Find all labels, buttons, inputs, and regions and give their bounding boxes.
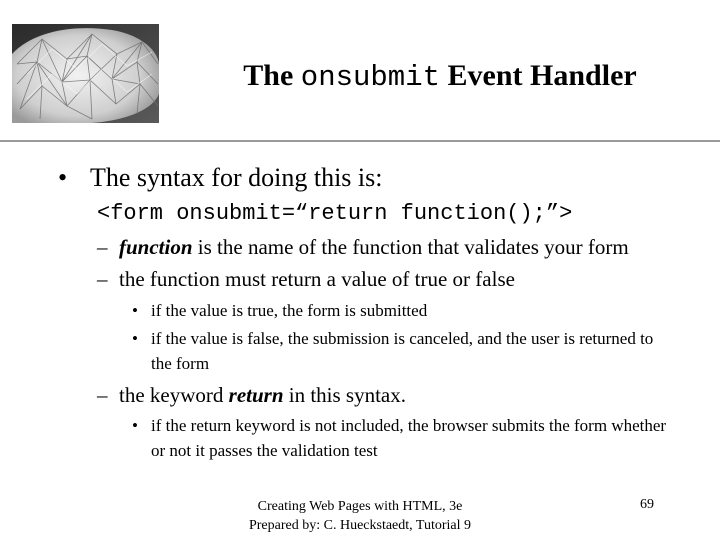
detail-text: if the value is true, the form is submitted: [151, 301, 428, 320]
detail-text: if the return keyword is not included, the browser submits the form whether or not it passes the validation test: [151, 416, 667, 460]
return-value-text: the function must return a value of true or false: [119, 267, 515, 291]
main-bullet-text: The syntax for doing this is:: [90, 163, 383, 192]
footer: [200, 497, 520, 535]
keyword-pre: the keyword: [119, 383, 229, 407]
syntax-code: <form onsubmit=“return function();”>: [97, 201, 573, 226]
page-number: 69: [640, 497, 654, 512]
mesh-sculpture-image: [12, 24, 159, 123]
small-bullet-icon: •: [132, 301, 138, 320]
title-code: onsubmit: [300, 61, 441, 94]
dash-icon: –: [97, 267, 108, 291]
keyword-post: in this syntax.: [283, 383, 407, 407]
small-bullet-icon: •: [132, 416, 138, 435]
function-keyword: function: [119, 235, 193, 259]
dash-icon: –: [97, 383, 108, 407]
footer-line-2: Prepared by: C. Hueckstaedt, Tutorial 9: [248, 518, 472, 533]
title-divider: [0, 140, 720, 142]
function-description: is the name of the function that validates your form: [192, 235, 629, 259]
return-keyword: return: [228, 383, 284, 407]
slide-title: [160, 58, 720, 96]
dash-icon: –: [97, 235, 108, 259]
small-bullet-icon: •: [132, 329, 138, 348]
bullet-dot-icon: •: [58, 163, 68, 192]
title-suffix: Event Handler: [440, 59, 637, 92]
detail-text: if the value is false, the submission is canceled, and the user is returned to the form: [151, 329, 654, 373]
title-prefix: The: [243, 59, 301, 92]
footer-line-1: Creating Web Pages with HTML, 3e: [257, 499, 463, 514]
mesh-sculpture-icon: [12, 24, 159, 123]
